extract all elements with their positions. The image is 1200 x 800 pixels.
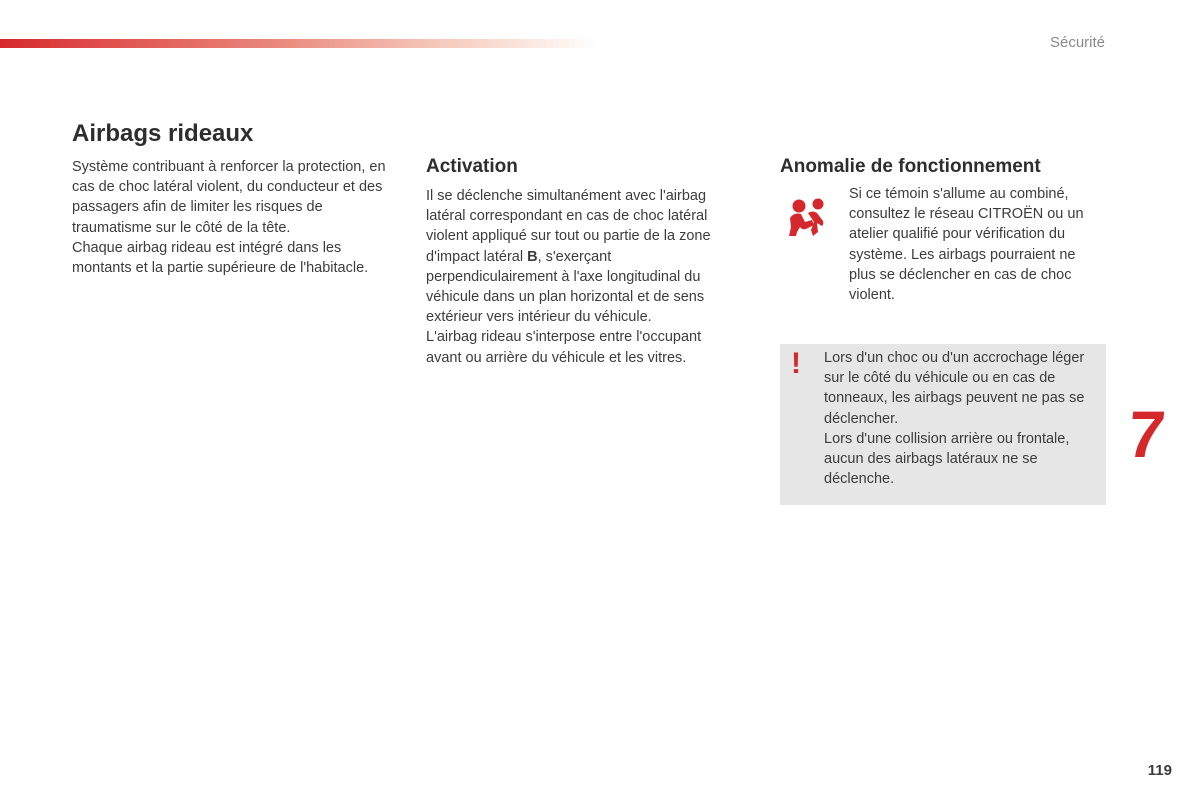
airbag-warning-icon: [784, 196, 832, 240]
activation-text-part: Il se déclenche simultanément avec l'airbag latéral correspondant en cas de choc latéral violent appliqué sur tout ou partie de la zone d'impact latéral: [426, 188, 711, 265]
header-accent-bar: [0, 39, 600, 48]
intro-paragraph: Système contribuant à renforcer la protection, en cas de choc latéral violent, du conducteur et des passagers afin de limiter les risques de traumatisme sur le côté de la tête.: [72, 159, 386, 236]
warning-text: [824, 348, 1100, 489]
anomaly-heading: Anomalie de fonctionnement: [780, 156, 1041, 177]
warning-paragraph: Lors d'un choc ou d'un accrochage léger sur le côté du véhicule ou en cas de tonneaux, les airbags peuvent ne pas se déclencher.: [824, 350, 1085, 427]
warning-paragraph: Lors d'une collision arrière ou frontale, aucun des airbags latéraux ne se déclenche.: [824, 430, 1070, 488]
page-number: 119: [1147, 762, 1172, 779]
activation-text-part: , s'exerçant perpendiculairement à l'axe longitudinal du véhicule dans un plan horizontal et de sens extérieur vers intérieur du véhicule.: [426, 248, 705, 326]
activation-text: [426, 186, 736, 368]
section-title: Airbags rideaux: [72, 120, 254, 147]
anomaly-text: Si ce témoin s'allume au combiné, consultez le réseau CITROËN ou un atelier qualifié pour vérification du système. Les airbags pourraient ne plus se déclencher en cas de choc violent.: [849, 186, 1084, 304]
activation-paragraph: L'airbag rideau s'interpose entre l'occupant avant ou arrière du véhicule et les vitres.: [426, 329, 702, 366]
intro-paragraph: Chaque airbag rideau est intégré dans les montants et la partie supérieure de l'habitacle.: [72, 239, 369, 277]
intro-text: [72, 157, 402, 278]
chapter-number: 7: [1124, 397, 1169, 471]
activation-heading: Activation: [426, 156, 518, 177]
section-label: Sécurité: [1049, 34, 1105, 51]
zone-letter: B: [527, 248, 538, 265]
warning-exclamation-icon: !: [791, 347, 801, 380]
activation-paragraph: [426, 186, 736, 327]
